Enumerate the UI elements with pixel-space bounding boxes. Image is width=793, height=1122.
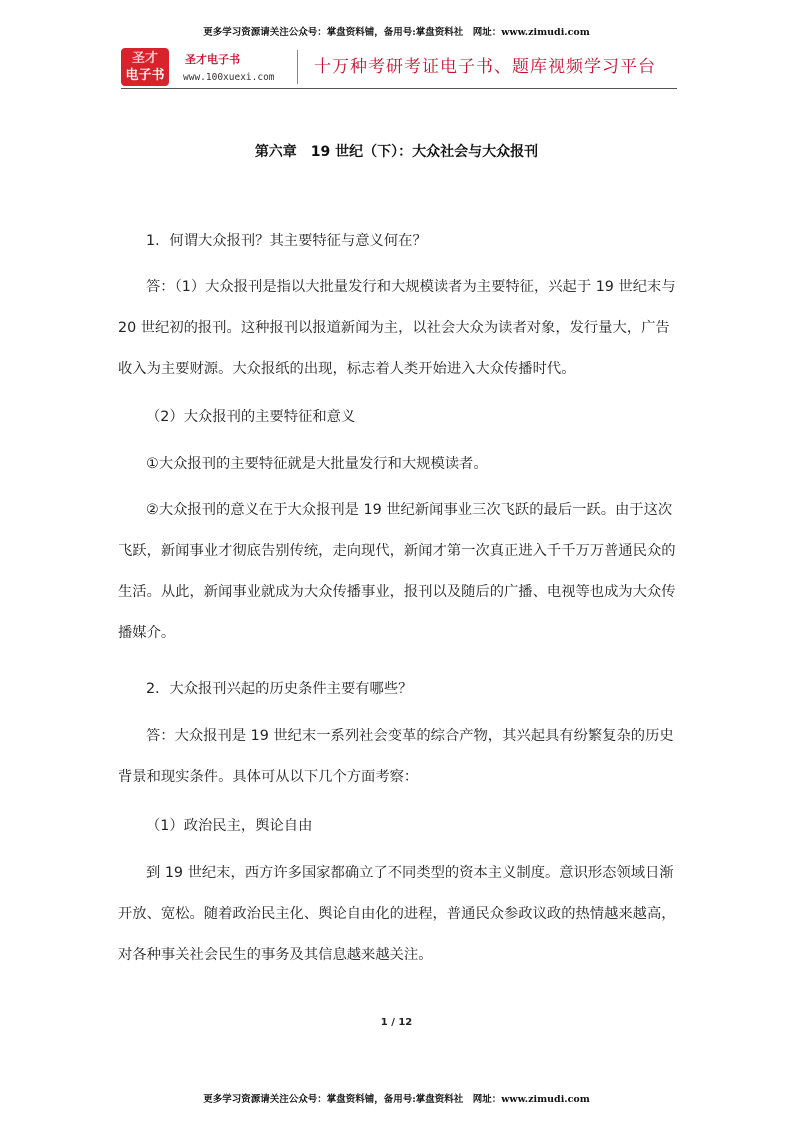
page-header	[121, 44, 677, 89]
page-number: 1 / 12	[380, 1017, 413, 1028]
top-banner: 更多学习资源请关注公众号：掌盘资料铺，备用号:掌盘资料社 网址：www.zimudi.com	[203, 27, 590, 38]
question-2: 2．大众报刊兴起的历史条件主要有哪些？	[146, 681, 413, 697]
header-slogan: 十万种考研考证电子书、题库视频学习平台	[314, 57, 656, 77]
answer-1-subheading: （2）大众报刊的主要特征和意义	[146, 409, 356, 425]
header-divider	[297, 50, 298, 84]
brand-url[interactable]: www.100xuexi.com	[183, 72, 275, 83]
chapter-title: 第六章 19 世纪（下）：大众社会与大众报刊	[254, 144, 539, 160]
answer-2-subheading-1: （1）政治民主，舆论自由	[146, 818, 313, 834]
logo-text-top: 圣才	[131, 51, 158, 66]
brand-name: 圣才电子书	[185, 53, 240, 66]
bottom-banner: 更多学习资源请关注公众号：掌盘资料铺，备用号:掌盘资料社 网址：www.zimudi.com	[203, 1094, 590, 1105]
question-1: 1．何谓大众报刊？其主要特征与意义何在？	[146, 233, 427, 249]
answer-1-point-1: ①大众报刊的主要特征就是大批量发行和大规模读者。	[146, 456, 488, 472]
answer-1-part-1: 答：（1）大众报刊是指以大批量发行和大规模读者为主要特征，兴起于 19 世纪末与 20 世纪初的报刊。这种报刊以报道新闻为主，以社会大众为读者对象，发行量大，广告收入为主要财源。大众报纸的出现，标志着人类开始进入大众传播时代。	[118, 279, 676, 377]
logo-text-bottom: 电子书	[125, 68, 165, 83]
answer-1-point-2: ②大众报刊的意义在于大众报刊是 19 世纪新闻事业三次飞跃的最后一跃。由于这次飞跃，新闻事业才彻底告别传统，走向现代，新闻才第一次真正进入千千万万普通民众的生活。从此，新闻事业就成为大众传播事业，报刊以及随后的广播、电视等也成为大众传播媒介。	[118, 502, 676, 641]
answer-2-intro: 答：大众报刊是 19 世纪末一系列社会变革的综合产物，其兴起具有纷繁复杂的历史背景和现实条件。具体可从以下几个方面考察：	[118, 728, 674, 785]
brand-logo	[121, 48, 169, 86]
answer-2-body-1: 到 19 世纪末，西方许多国家都确立了不同类型的资本主义制度。意识形态领域日渐开放、宽松。随着政治民主化、舆论自由化的进程，普通民众参政议政的热情越来越高，对各种事关社会民生的事务及其信息越来越关注。	[118, 865, 676, 963]
